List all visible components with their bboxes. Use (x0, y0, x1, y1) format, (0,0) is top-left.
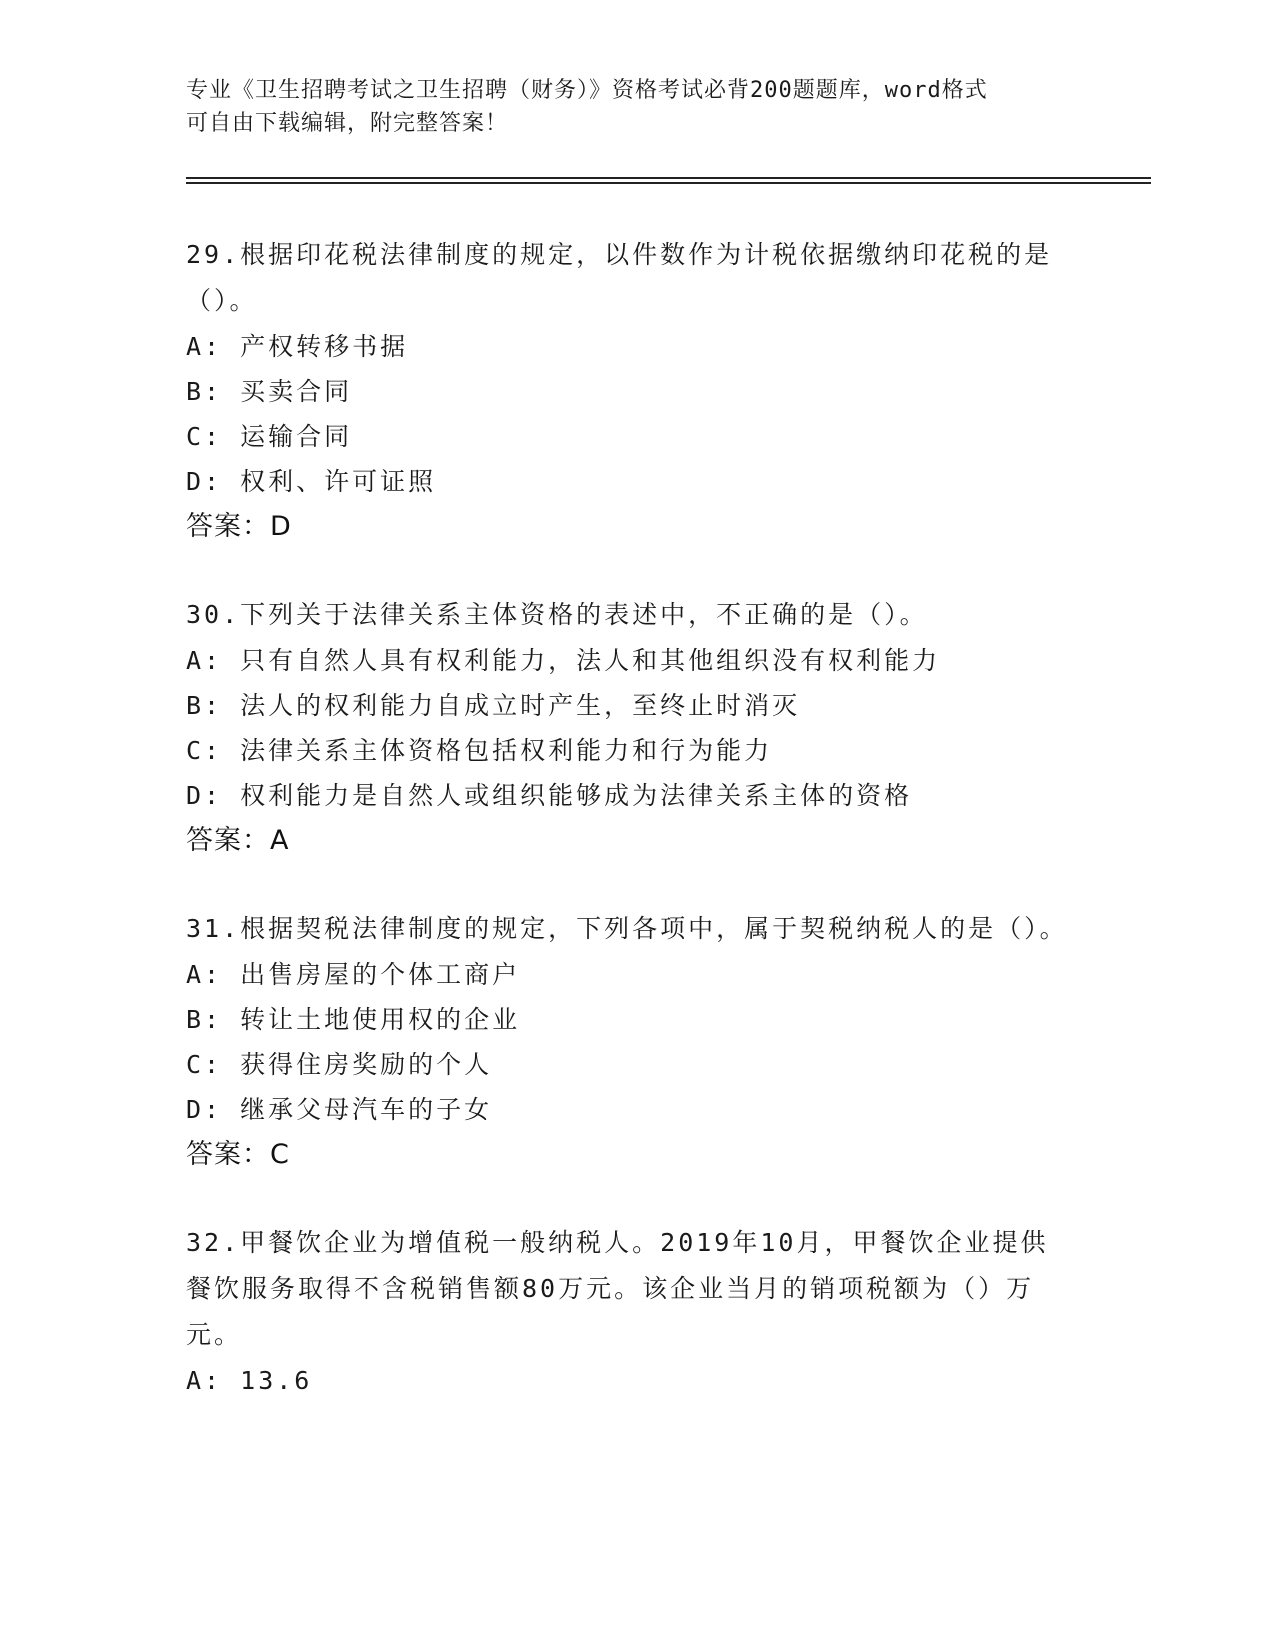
option-d: D: 权利能力是自然人或组织能够成为法律关系主体的资格 (186, 781, 913, 810)
option-a: A: 只有自然人具有权利能力，法人和其他组织没有权利能力 (186, 646, 941, 675)
answer-label: 答案：D (186, 511, 292, 542)
option-a: A: 13.6 (186, 1366, 313, 1395)
question-text: 30.下列关于法律关系主体资格的表述中，不正确的是（）。 (186, 600, 928, 629)
option-d: D: 继承父母汽车的子女 (186, 1095, 493, 1124)
question-30 (186, 592, 1076, 864)
answer-label: 答案：C (186, 1139, 290, 1170)
question-text: 31.根据契税法律制度的规定，下列各项中，属于契税纳税人的是（）。 (186, 914, 1068, 943)
question-31 (186, 906, 1076, 1178)
option-c: C: 法律关系主体资格包括权利能力和行为能力 (186, 736, 773, 765)
option-b: B: 法人的权利能力自成立时产生，至终止时消灭 (186, 691, 801, 720)
answer-label: 答案：A (186, 825, 290, 856)
header-title-line-1: 专业《卫生招聘考试之卫生招聘（财务）》资格考试必背200题题库，word格式 (186, 78, 988, 103)
question-32 (186, 1220, 1076, 1403)
option-a: A: 出售房屋的个体工商户 (186, 960, 521, 989)
header-divider-top (186, 177, 1151, 179)
option-b: B: 转让土地使用权的企业 (186, 1005, 521, 1034)
question-29 (186, 232, 1076, 550)
option-d: D: 权利、许可证照 (186, 467, 437, 496)
option-c: C: 运输合同 (186, 422, 353, 451)
question-list (186, 232, 1076, 1445)
header-divider-bottom (186, 182, 1151, 184)
question-text: 32.甲餐饮企业为增值税一般纳税人。2019年10月，甲餐饮企业提供餐饮服务取得不含税销售额80万元。该企业当月的销项税额为（）万元。 (186, 1228, 1049, 1349)
option-c: C: 获得住房奖励的个人 (186, 1050, 493, 1079)
option-a: A: 产权转移书据 (186, 332, 409, 361)
option-b: B: 买卖合同 (186, 377, 353, 406)
document-header (186, 74, 1086, 140)
question-text: 29.根据印花税法律制度的规定，以件数作为计税依据缴纳印花税的是（）。 (186, 240, 1053, 315)
header-title-line-2: 可自由下载编辑，附完整答案！ (186, 111, 509, 136)
